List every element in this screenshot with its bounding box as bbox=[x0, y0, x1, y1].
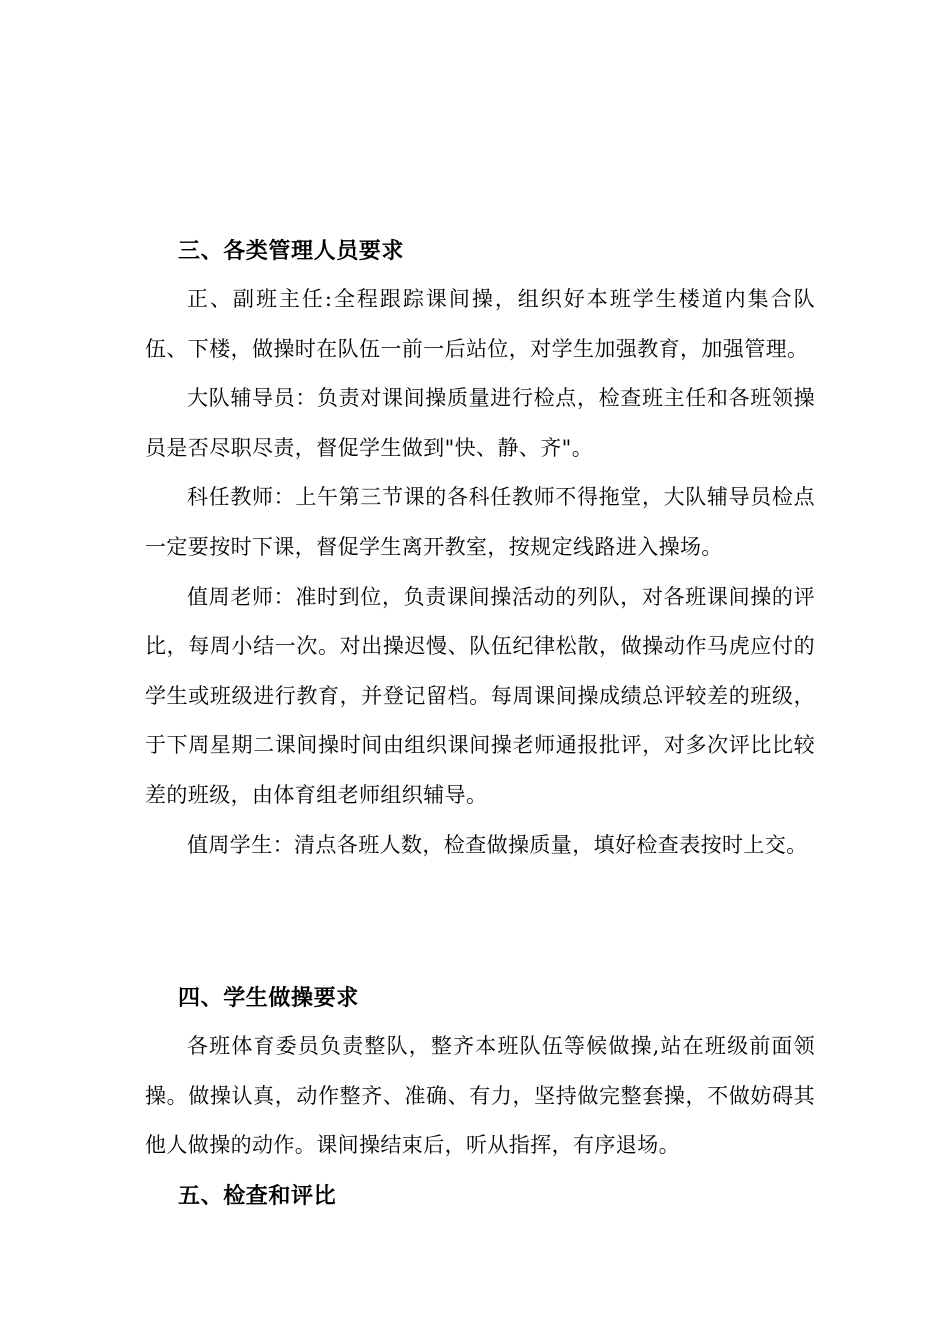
section-3-heading: 三、各类管理人员要求 bbox=[178, 238, 405, 264]
section-4-body bbox=[145, 1022, 815, 1171]
section-5-heading: 五、检查和评比 bbox=[178, 1183, 337, 1209]
paragraph-brigade-counselor: 大队辅导员：负责对课间操质量进行检点，检查班主任和各班领操员是否尽职尽责，督促学生做到"快、静、齐"。 bbox=[145, 386, 815, 460]
paragraph-duty-teachers: 值周老师：准时到位，负责课间操活动的列队，对各班课间操的评比，每周小结一次。对出操迟慢、队伍纪律松散，做操动作马虎应付的学生或班级进行教育，并登记留档。每周课间操成绩总评较差的班级，于下周星期二课间操时间由组织课间操老师通报批评，对多次评比比较差的班级，由体育组老师组织辅导。 bbox=[145, 584, 815, 807]
paragraph-duty-students: 值周学生：清点各班人数，检查做操质量，填好检查表按时上交。 bbox=[187, 832, 808, 857]
paragraph-subject-teachers: 科任教师：上午第三节课的各科任教师不得拖堂，大队辅导员检点一定要按时下课，督促学生离开教室，按规定线路进入操场。 bbox=[145, 485, 815, 559]
paragraph-student-exercise: 各班体育委员负责整队，整齐本班队伍等候做操,站在班级前面领操。做操认真，动作整齐、准确、有力，坚持做完整套操，不做妨碍其他人做操的动作。课间操结束后，听从指挥，有序退场。 bbox=[145, 1034, 815, 1158]
section-3-body bbox=[145, 275, 815, 870]
section-4-heading: 四、学生做操要求 bbox=[178, 985, 359, 1011]
paragraph-class-teachers: 正、副班主任:全程跟踪课间操，组织好本班学生楼道内集合队伍、下楼，做操时在队伍一前一后站位，对学生加强教育，加强管理。 bbox=[145, 287, 815, 361]
